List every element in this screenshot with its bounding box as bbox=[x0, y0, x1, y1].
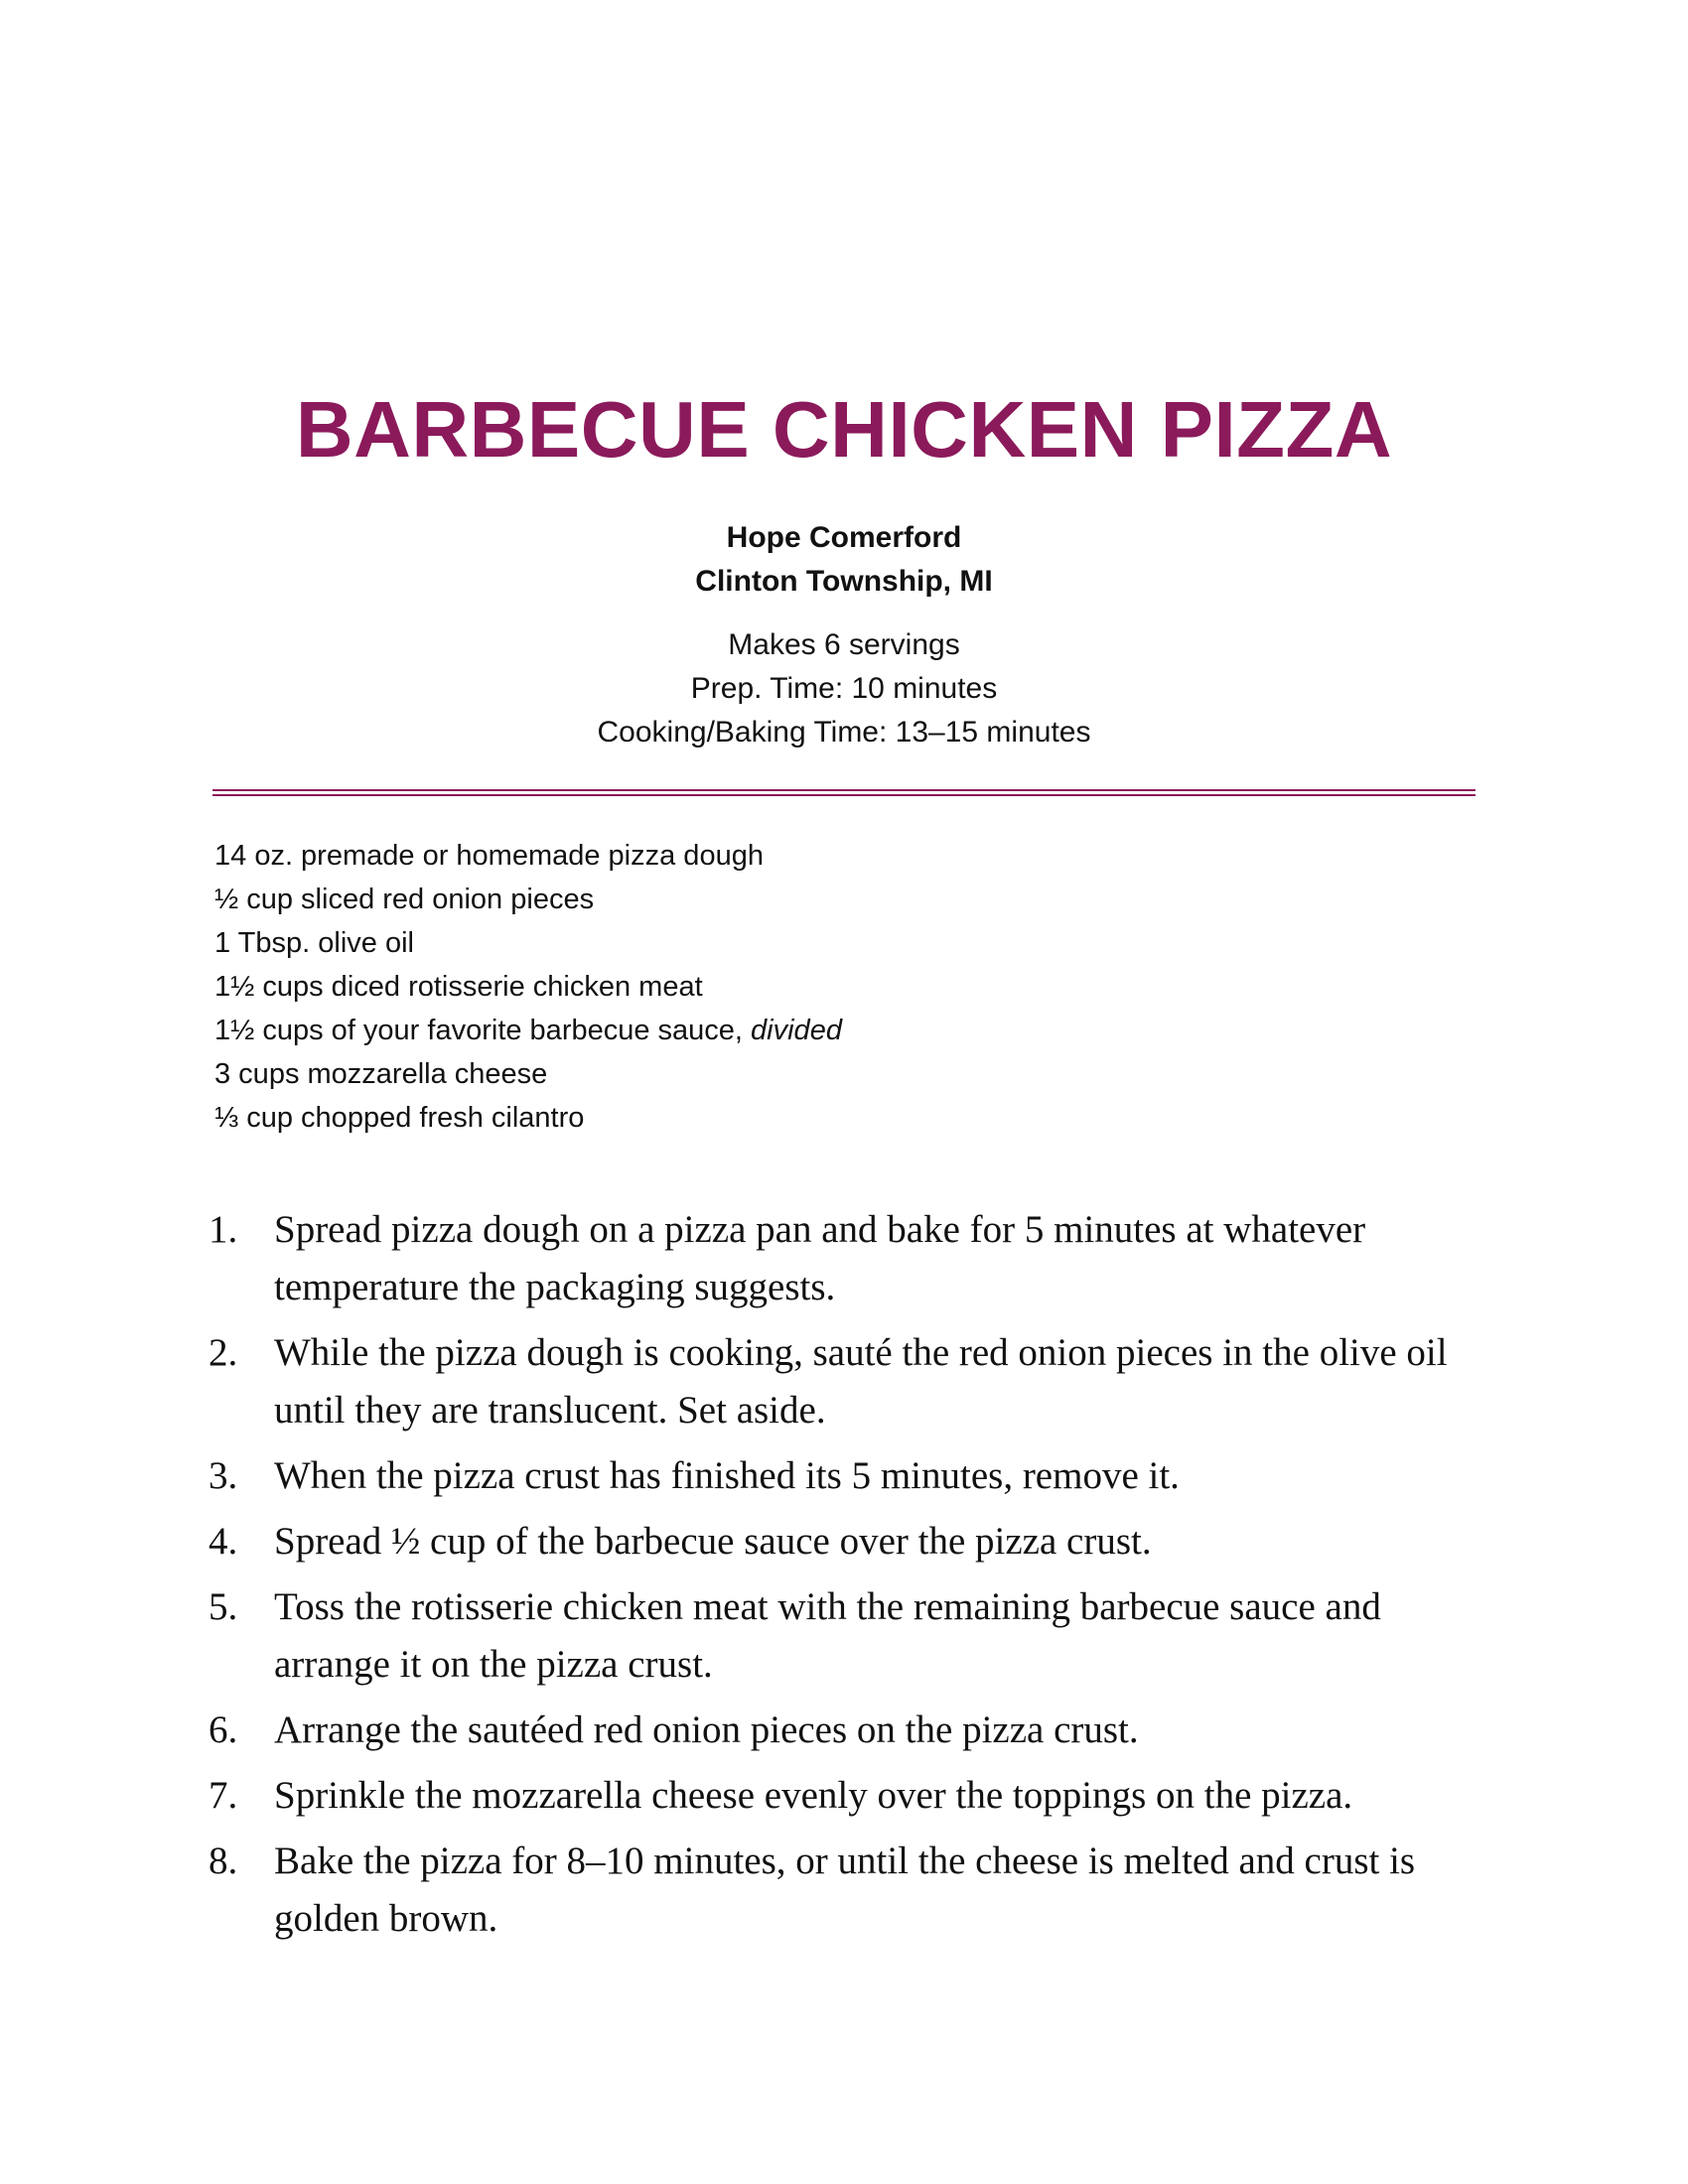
ingredient-text: 1½ cups of your favorite barbecue sauce, bbox=[214, 1015, 752, 1046]
step-text: Sprinkle the mozzarella cheese evenly over the toppings on the pizza. bbox=[274, 1774, 1353, 1817]
ingredient-text: 1½ cups diced rotisserie chicken meat bbox=[214, 971, 703, 1003]
ingredient-item bbox=[214, 965, 1307, 1009]
instruction-step bbox=[209, 1702, 1489, 1759]
step-text: Arrange the sautéed red onion pieces on the pizza crust. bbox=[274, 1708, 1139, 1751]
instruction-step bbox=[209, 1833, 1489, 1948]
ingredient-text: 3 cups mozzarella cheese bbox=[214, 1058, 548, 1090]
step-text: When the pizza crust has finished its 5 minutes, remove it. bbox=[274, 1454, 1180, 1497]
step-number: 6. bbox=[209, 1708, 238, 1751]
step-number: 8. bbox=[209, 1840, 238, 1882]
recipe-meta bbox=[0, 623, 1688, 754]
recipe-title: BARBECUE CHICKEN PIZZA bbox=[295, 385, 1393, 474]
instruction-step bbox=[209, 1578, 1489, 1694]
step-number: 2. bbox=[209, 1331, 238, 1374]
ingredient-item bbox=[214, 878, 1307, 921]
step-number: 7. bbox=[209, 1774, 238, 1817]
ingredient-text: ½ cup sliced red onion pieces bbox=[214, 884, 595, 915]
prep-time: Prep. Time: 10 minutes bbox=[690, 672, 998, 705]
step-number: 5. bbox=[209, 1585, 238, 1628]
instruction-step bbox=[209, 1513, 1489, 1570]
step-text: Toss the rotisserie chicken meat with the remaining barbecue sauce and arrange it on the pizza crust. bbox=[274, 1585, 1381, 1686]
cook-time: Cooking/Baking Time: 13–15 minutes bbox=[597, 716, 1091, 749]
instruction-step bbox=[209, 1767, 1489, 1825]
step-number: 4. bbox=[209, 1520, 238, 1563]
ingredient-item bbox=[214, 1052, 1307, 1096]
step-text: Bake the pizza for 8–10 minutes, or until the cheese is melted and crust is golden brown. bbox=[274, 1840, 1416, 1940]
step-text: Spread ½ cup of the barbecue sauce over the pizza crust. bbox=[274, 1520, 1152, 1563]
ingredient-item bbox=[214, 834, 1307, 878]
ingredient-item bbox=[214, 1096, 1307, 1140]
ingredient-text: ⅓ cup chopped fresh cilantro bbox=[214, 1102, 585, 1134]
ingredient-text: 1 Tbsp. olive oil bbox=[214, 927, 414, 959]
divider-line-top bbox=[212, 789, 1476, 791]
instruction-step bbox=[209, 1201, 1489, 1316]
step-text: While the pizza dough is cooking, sauté the red onion pieces in the olive oil until they are translucent. Set aside. bbox=[274, 1331, 1448, 1432]
step-number: 1. bbox=[209, 1208, 238, 1251]
author-name: Hope Comerford bbox=[726, 521, 962, 554]
ingredient-item bbox=[214, 921, 1307, 965]
instruction-list bbox=[209, 1201, 1489, 1956]
section-divider bbox=[212, 789, 1476, 797]
author-location: Clinton Township, MI bbox=[695, 565, 993, 598]
author-block bbox=[0, 516, 1688, 604]
ingredient-item bbox=[214, 1009, 1307, 1052]
ingredient-text: 14 oz. premade or homemade pizza dough bbox=[214, 840, 764, 872]
instruction-step bbox=[209, 1324, 1489, 1439]
divider-line-bottom bbox=[212, 794, 1476, 796]
ingredient-list bbox=[214, 834, 1307, 1140]
servings: Makes 6 servings bbox=[728, 628, 960, 661]
instruction-step bbox=[209, 1447, 1489, 1505]
step-number: 3. bbox=[209, 1454, 238, 1497]
step-text: Spread pizza dough on a pizza pan and bake for 5 minutes at whatever temperature the packaging suggests. bbox=[274, 1208, 1366, 1308]
ingredient-note: divided bbox=[751, 1015, 842, 1046]
